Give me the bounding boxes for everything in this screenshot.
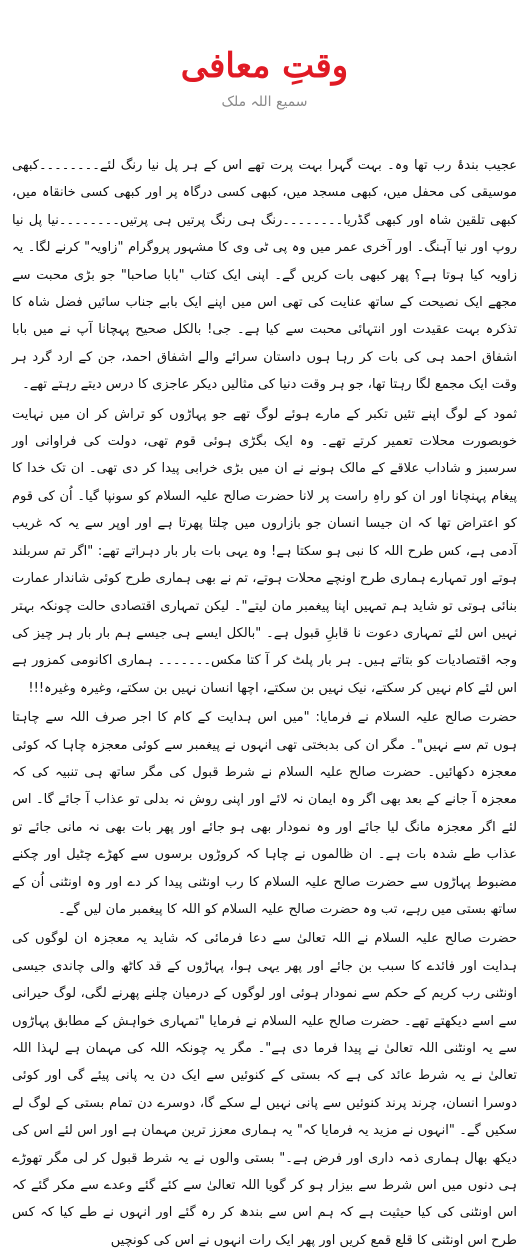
article-paragraph: حضرت صالح علیہ السلام نے اللہ تعالیٰ سے دعا فرمائی کہ شاید یہ معجزہ ان لوگوں کی ہدایت اور فائدے کا سبب بن جائے اور پھر یہی ہوا، پہاڑوں کے قد کاٹھ والی چاندی جیسی اونٹنی رب کریم کے حکم سے نمودار ہوئی اور لوگوں کے درمیان چلنے پھرنے لگی، لوگ حیرانی سے اسے دیکھتے تھے۔ حضرت صالح علیہ السلام نے فرمایا "تمہاری خواہش کے مطابق پہاڑوں سے یہ اونٹنی اللہ تعالیٰ نے پیدا فرما دی ہے"۔ مگر یہ چونکہ اللہ کی مہمان ہے لہذا اللہ تعالیٰ نے یہ شرط عائد کی ہے کہ بستی کے کنوئیں سے ایک دن یہ پانی پیئے گی اور کوئی دوسرا انسان، چرند پرند کنوئیں سے پانی نہیں لے سکے گا، دوسرے دن تمام بستی کے لوگ لے سکیں گے۔ "انہوں نے مزید یہ فرمایا کہ" یہ ہماری معزز ترین مہمان ہے اور اس لئے اس کی دیکھ بھال ہماری ذمہ داری اور فرض ہے۔" بستی والوں نے یہ شرط قبول کر لی مگر تھوڑے ہی دنوں میں اس شرط سے بیزار ہو کر گویا اللہ تعالیٰ سے کئے گئے وعدے سے مکر گئے کہ اس اونٹنی کی کیا حیثیت ہے کہ ہم اس سے بندھ کر رہ گئے اور انہوں نے طے کیا کہ کس طرح اس اونٹنی کا قلع قمع کریں اور پھر ایک رات انہوں نے اس کی کونچیں (12, 931, 517, 1248)
article-title: وقتِ معافی (180, 46, 349, 86)
author-byline: سمیع اللہ ملک (221, 94, 308, 110)
article-paragraph: حضرت صالح علیہ السلام نے فرمایا: "میں اس ہدایت کے کام کا اجر صرف اللہ سے چاہتا ہوں تم سے نہیں"۔ مگر ان کی بدبختی تھی انہوں نے پیغمبر سے کوئی معجزہ چاہا کہ کوئی معجزہ دکھائیں۔ حضرت صالح علیہ السلام نے شرط قبول کی مگر ساتھ ہی تنبیہ کی کہ معجزہ آ جانے کے بعد بھی اگر وہ ایمان نہ لائے اور اپنی روش نہ بدلی تو عذاب آ جائے گا۔ اس لئے اگر معجزہ مانگ لیا جائے اور وہ نمودار بھی ہو جائے اور پھر بات بھی نہ مانی جائے تو عذاب طے شدہ بات ہے۔ ان ظالموں نے چاہا کہ کروڑوں برسوں سے کھڑے چٹیل اور چکنے مضبوط پہاڑوں سے حضرت صالح علیہ السلام کا رب اونٹنی پیدا کر دے اور وہ اونٹنی اُن کے ساتھ بستی میں رہے، تب وہ حضرت صالح علیہ السلام کو اللہ کا پیغمبر مان لیں گے۔ (12, 710, 517, 917)
article-body (12, 152, 517, 1256)
article-paragraph: عجیب بندۂ رب تھا وہ۔ بہت گہرا بہت پرت تھے اس کے ہر پل نیا رنگ لئے۔۔۔۔۔۔۔۔کبھی موسیقی کی محفل میں، کبھی مسجد میں، کبھی کسی درگاہ پر اور کبھی کسی خانقاہ میں، کبھی تلقین شاہ اور کبھی گڈریا۔۔۔۔۔۔۔۔رنگ ہی رنگ پرتیں ہی پرتیں۔۔۔۔۔۔۔۔نیا پل نیا روپ اور نیا آہنگ۔ اور آخری عمر میں وہ پی ٹی وی کا مشہور پروگرام "زاویہ" کرنے لگا۔ یہ زاویہ کیا ہوتا ہے؟ پھر کبھی بات کریں گے۔ اپنی ایک کتاب "بابا صاحبا" جو بڑی محبت سے مجھے ایک نصیحت کے ساتھ عنایت کی تھی اس میں اپنے ایک بابے جناب سائیں فضل شاہ کا تذکرہ بہت عقیدت اور انتہائی محبت سے کیا ہے۔ جی! بالکل صحیح پہچانا آپ نے میں بابا اشفاق احمد ہی کی بات کر رہا ہوں داستان سرائے والے اشفاق احمد، جن کے ارد گرد ہر وقت ایک مجمع لگا رہتا تھا، جو ہر وقت دنیا کی مثالیں دیکر عاجزی کا درس دیتے رہتے تھے۔ (12, 158, 517, 393)
article-paragraph: ثمود کے لوگ اپنے تئیں تکبر کے مارے ہوئے لوگ تھے جو پہاڑوں کو تراش کر ان میں نہایت خوبصورت محلات تعمیر کرتے تھے۔ وہ ایک بگڑی ہوئی قوم تھی، دولت کی فراوانی اور سرسبز و شاداب علاقے کے مالک ہونے نے ان میں بڑی خرابی پیدا کر دی تھی۔ ان تک خدا کا پیغام پہنچانا اور ان کو راہِ راست پر لانا حضرت صالح علیہ السلام کو سونپا گیا۔ اُن کی قوم کو اعتراض تھا کہ ان جیسا انسان جو بازاروں میں چلتا پھرتا ہے اور اوپر سے یہ کہ غریب آدمی ہے، کس طرح اللہ کا نبی ہو سکتا ہے! وہ یہی بات بار بار دہراتے تھے: "اگر تم سربلند ہوتے اور تمہارے ہماری طرح اونچے محلات ہوتے، تم نے بھی ہماری طرح کوئی شاندار عمارت بنائی ہوتی تو شاید ہم تمہیں اپنا پیغمبر مان لیتے"۔ لیکن تمہاری اقتصادی حالت چونکہ بہتر نہیں اس لئے تمہاری دعوت نا قابلِ قبول ہے۔ "بالکل ایسے ہی جیسے ہم بار بار ہر چیز کی وجہ اقتصادیات کو بتاتے ہیں۔ ہر بار پلٹ کر آ کتا مکس۔۔۔۔۔۔۔ ہماری اکانومی کمزور ہے اس لئے کام نہیں کر سکتے، نیک نہیں بن سکتے، اچھا انسان نہیں بن سکتے، وغیرہ وغیرہ!!! (12, 406, 517, 696)
